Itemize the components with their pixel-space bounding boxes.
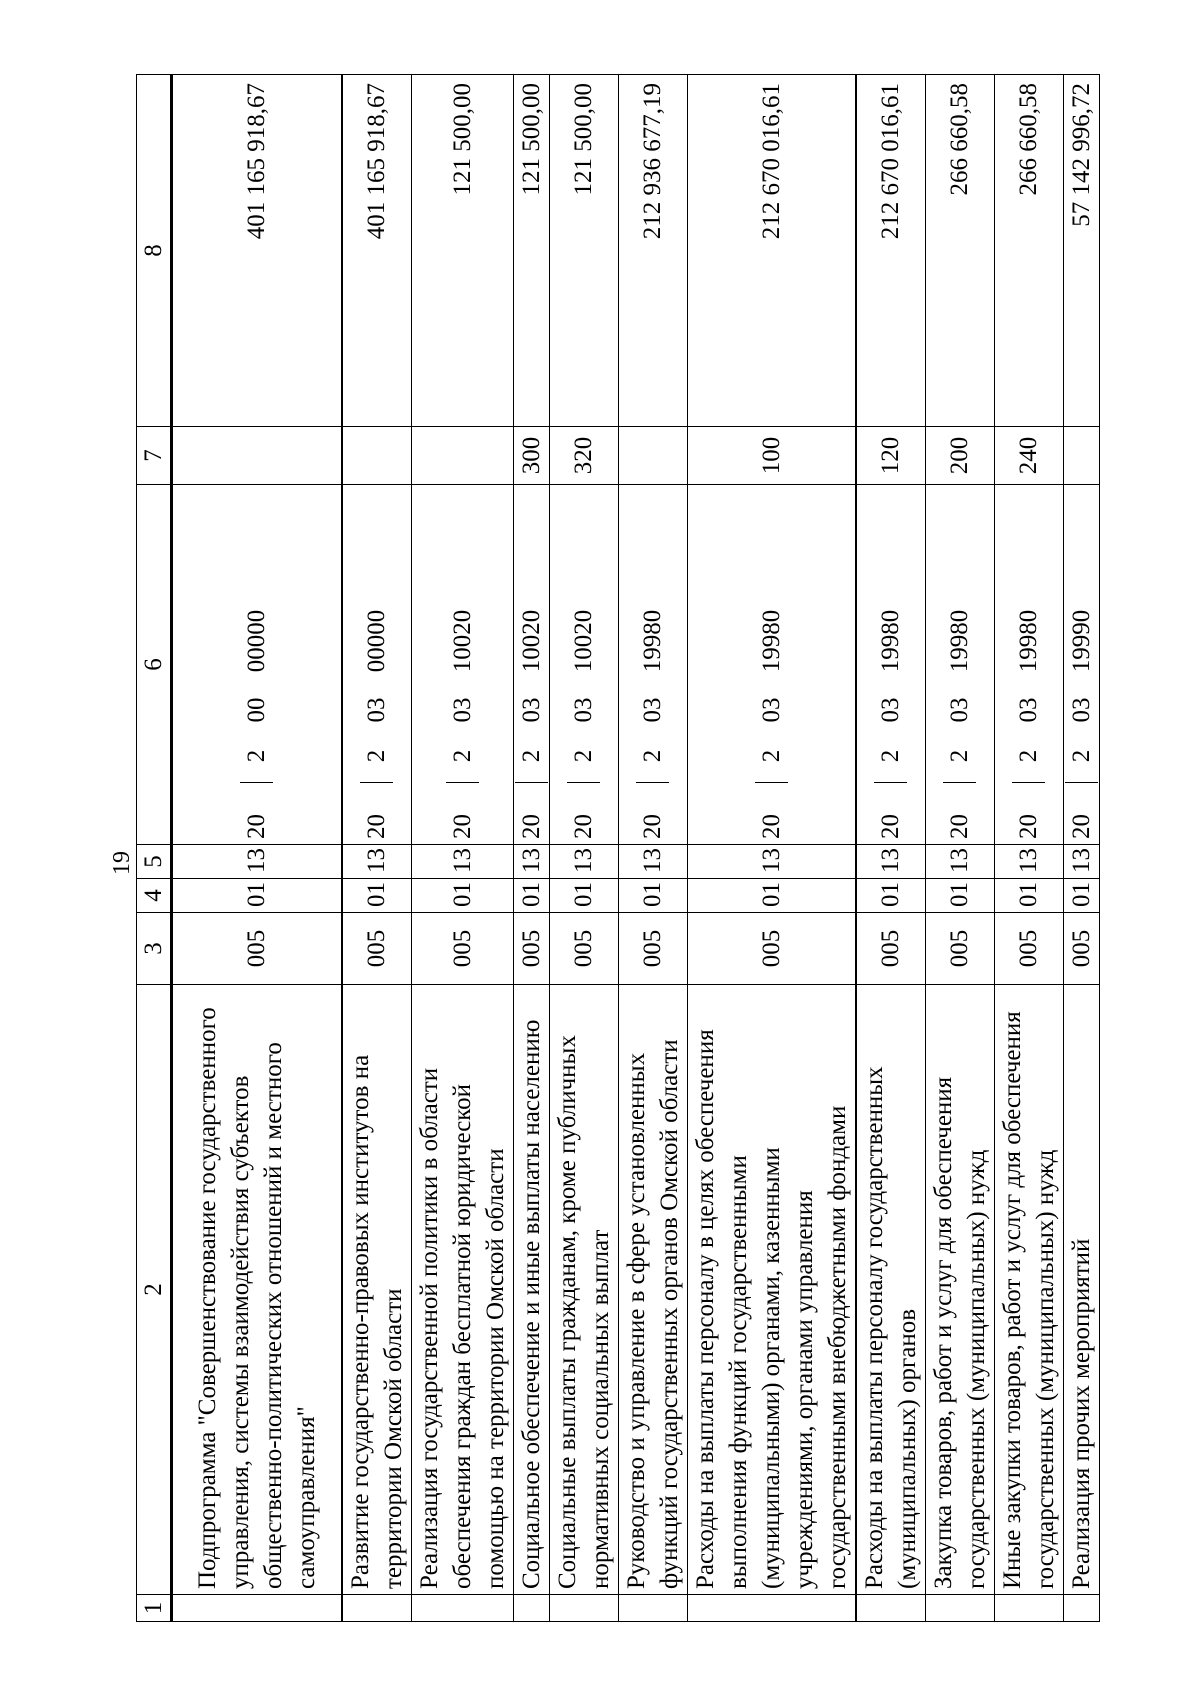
amount-cell: 57 142 996,72 — [1063, 75, 1099, 427]
target-article-part: 2 — [363, 749, 390, 763]
target-article-part: 20 — [943, 782, 976, 839]
row-number-cell — [856, 1595, 926, 1622]
subsection-code-cell: 13 — [172, 845, 342, 879]
amount-cell: 121 500,00 — [513, 75, 549, 427]
target-article-cell — [411, 485, 513, 845]
row-number-cell — [342, 1595, 412, 1622]
target-article-part: 2 — [243, 749, 271, 763]
ministry-code-cell: 005 — [856, 913, 926, 985]
ministry-code-cell: 005 — [1063, 913, 1099, 985]
expense-name-cell: Социальные выплаты гражданам, кроме публичных нормативных социальных выплат — [549, 985, 618, 1595]
column-header-1: 1 — [137, 1595, 172, 1622]
section-code-cell: 01 — [172, 879, 342, 913]
subsection-code-cell: 13 — [1063, 845, 1099, 879]
expense-type-cell: 120 — [856, 427, 926, 485]
target-article-part: 20 — [636, 782, 669, 839]
target-article-part: 00000 — [363, 609, 390, 673]
subsection-code-cell: 13 — [994, 845, 1063, 879]
row-number-cell — [1063, 1595, 1099, 1622]
row-number-cell — [925, 1595, 994, 1622]
target-article-cell — [856, 485, 926, 845]
column-header-6: 6 — [137, 485, 172, 845]
row-number-cell — [411, 1595, 513, 1622]
ministry-code-cell: 005 — [925, 913, 994, 985]
amount-cell: 212 670 016,61 — [687, 75, 856, 427]
subsection-code-cell: 13 — [856, 845, 926, 879]
expense-name-cell: Расходы на выплаты персоналу в целях обеспечения выполнения функций государственными (муниципальными) органами, казенными учреждениями, органами управления государственными внебюджетными фондами — [687, 985, 856, 1595]
rotated-page — [136, 75, 1093, 1622]
target-article-part: 00 — [243, 697, 271, 723]
expense-type-cell: 240 — [994, 427, 1063, 485]
page-number: 19 — [109, 851, 135, 875]
target-article-cell — [925, 485, 994, 845]
column-header-3: 3 — [137, 913, 172, 985]
amount-cell: 266 660,58 — [994, 75, 1063, 427]
row-number-cell — [513, 1595, 549, 1622]
section-code-cell: 01 — [687, 879, 856, 913]
expense-name-cell: Иные закупки товаров, работ и услуг для обеспечения государственных (муниципальных) нужд — [994, 985, 1063, 1595]
amount-cell: 212 936 677,19 — [618, 75, 687, 427]
target-article-cell — [172, 485, 342, 845]
table-row — [513, 75, 549, 1622]
section-code-cell: 01 — [856, 879, 926, 913]
subsection-code-cell: 13 — [687, 845, 856, 879]
expense-type-cell: 100 — [687, 427, 856, 485]
expense-name-cell: Реализация прочих мероприятий — [1063, 985, 1099, 1595]
amount-cell: 121 500,00 — [411, 75, 513, 427]
target-article-part: 19980 — [1015, 609, 1042, 673]
ministry-code-cell: 005 — [618, 913, 687, 985]
target-article-part: 03 — [517, 697, 545, 723]
target-article-part: 2 — [877, 749, 904, 763]
target-article-part: 20 — [360, 782, 393, 839]
target-article-part: 03 — [1067, 697, 1095, 723]
target-article-part: 2 — [946, 749, 973, 763]
target-article-part: 10020 — [448, 609, 476, 673]
target-article-part: 2 — [639, 749, 666, 763]
expense-name-cell: Закупка товаров, работ и услуг для обеспечения государственных (муниципальных) нужд — [925, 985, 994, 1595]
target-article-part: 10020 — [517, 609, 545, 673]
ministry-code-cell: 005 — [172, 913, 342, 985]
expense-name-cell: Развитие государственно-правовых институтов на территории Омской области — [342, 985, 412, 1595]
expense-type-cell — [172, 427, 342, 485]
target-article-cell — [342, 485, 412, 845]
table-row — [618, 75, 687, 1622]
table-row — [856, 75, 926, 1622]
target-article-cell — [618, 485, 687, 845]
expense-name-cell: Подпрограмма "Совершенствование государственного управления, системы взаимодействия субъектов общественно-политических отношений и местного самоуправления" — [172, 985, 342, 1595]
target-article-part: 19990 — [1067, 609, 1095, 673]
ministry-code-cell: 005 — [687, 913, 856, 985]
target-article-part: 03 — [946, 697, 973, 723]
target-article-part: 03 — [1015, 697, 1042, 723]
section-code-cell: 01 — [618, 879, 687, 913]
target-article-part: 03 — [570, 697, 597, 723]
target-article-part: 03 — [363, 697, 390, 723]
target-article-part: 03 — [639, 697, 666, 723]
header-row — [137, 75, 172, 1622]
target-article-cell — [687, 485, 856, 845]
target-article-part: 20 — [1012, 782, 1045, 839]
ministry-code-cell: 005 — [513, 913, 549, 985]
expense-type-cell — [618, 427, 687, 485]
subsection-code-cell: 13 — [925, 845, 994, 879]
section-code-cell: 01 — [994, 879, 1063, 913]
table-row — [411, 75, 513, 1622]
target-article-part: 03 — [877, 697, 904, 723]
target-article-cell — [1063, 485, 1099, 845]
section-code-cell: 01 — [925, 879, 994, 913]
table-row — [925, 75, 994, 1622]
section-code-cell: 01 — [342, 879, 412, 913]
amount-cell: 401 165 918,67 — [172, 75, 342, 427]
target-article-cell — [549, 485, 618, 845]
target-article-part: 2 — [570, 749, 597, 763]
table-row — [687, 75, 856, 1622]
target-article-part: 20 — [755, 782, 788, 839]
section-code-cell: 01 — [513, 879, 549, 913]
target-article-part: 2 — [1067, 749, 1095, 763]
section-code-cell: 01 — [1063, 879, 1099, 913]
table-row — [994, 75, 1063, 1622]
subsection-code-cell: 13 — [513, 845, 549, 879]
budget-table — [136, 74, 1100, 1622]
subsection-code-cell: 13 — [411, 845, 513, 879]
ministry-code-cell: 005 — [994, 913, 1063, 985]
target-article-part: 19980 — [757, 609, 785, 673]
amount-cell: 212 670 016,61 — [856, 75, 926, 427]
table-row — [549, 75, 618, 1622]
section-code-cell: 01 — [411, 879, 513, 913]
amount-cell: 121 500,00 — [549, 75, 618, 427]
target-article-part: 2 — [448, 749, 476, 763]
expense-name-cell: Реализация государственной политики в области обеспечения граждан бесплатной юридической помощью на территории Омской области — [411, 985, 513, 1595]
column-header-8: 8 — [137, 75, 172, 427]
target-article-part: 19980 — [639, 609, 666, 673]
target-article-part: 20 — [446, 782, 479, 839]
target-article-part: 10020 — [570, 609, 597, 673]
subsection-code-cell: 13 — [549, 845, 618, 879]
ministry-code-cell: 005 — [549, 913, 618, 985]
amount-cell: 266 660,58 — [925, 75, 994, 427]
column-header-2: 2 — [137, 985, 172, 1595]
target-article-part: 20 — [567, 782, 600, 839]
target-article-part: 2 — [757, 749, 785, 763]
row-number-cell — [549, 1595, 618, 1622]
table-row — [172, 75, 342, 1622]
subsection-code-cell: 13 — [618, 845, 687, 879]
target-article-part: 03 — [448, 697, 476, 723]
expense-type-cell: 320 — [549, 427, 618, 485]
expense-name-cell: Руководство и управление в сфере установленных функций государственных органов Омской области — [618, 985, 687, 1595]
target-article-cell — [513, 485, 549, 845]
subsection-code-cell: 13 — [342, 845, 412, 879]
target-article-part: 20 — [1065, 782, 1098, 839]
expense-type-cell — [411, 427, 513, 485]
expense-type-cell — [342, 427, 412, 485]
ministry-code-cell: 005 — [411, 913, 513, 985]
target-article-part: 20 — [874, 782, 907, 839]
target-article-part: 19980 — [877, 609, 904, 673]
row-number-cell — [994, 1595, 1063, 1622]
column-header-5: 5 — [137, 845, 172, 879]
target-article-cell — [994, 485, 1063, 845]
expense-type-cell — [1063, 427, 1099, 485]
target-article-part: 03 — [757, 697, 785, 723]
table-row — [342, 75, 412, 1622]
column-header-4: 4 — [137, 879, 172, 913]
row-number-cell — [687, 1595, 856, 1622]
target-article-part: 20 — [515, 782, 548, 839]
expense-type-cell: 200 — [925, 427, 994, 485]
target-article-part: 20 — [240, 782, 273, 839]
target-article-part: 19980 — [946, 609, 973, 673]
column-header-7: 7 — [137, 427, 172, 485]
expense-name-cell: Социальное обеспечение и иные выплаты населению — [513, 985, 549, 1595]
row-number-cell — [172, 1595, 342, 1622]
expense-name-cell: Расходы на выплаты персоналу государственных (муниципальных) органов — [856, 985, 926, 1595]
expense-type-cell: 300 — [513, 427, 549, 485]
amount-cell: 401 165 918,67 — [342, 75, 412, 427]
target-article-part: 00000 — [243, 609, 271, 673]
row-number-cell — [618, 1595, 687, 1622]
target-article-part: 2 — [517, 749, 545, 763]
section-code-cell: 01 — [549, 879, 618, 913]
table-body — [172, 75, 1100, 1622]
target-article-part: 2 — [1015, 749, 1042, 763]
ministry-code-cell: 005 — [342, 913, 412, 985]
table-row — [1063, 75, 1099, 1622]
